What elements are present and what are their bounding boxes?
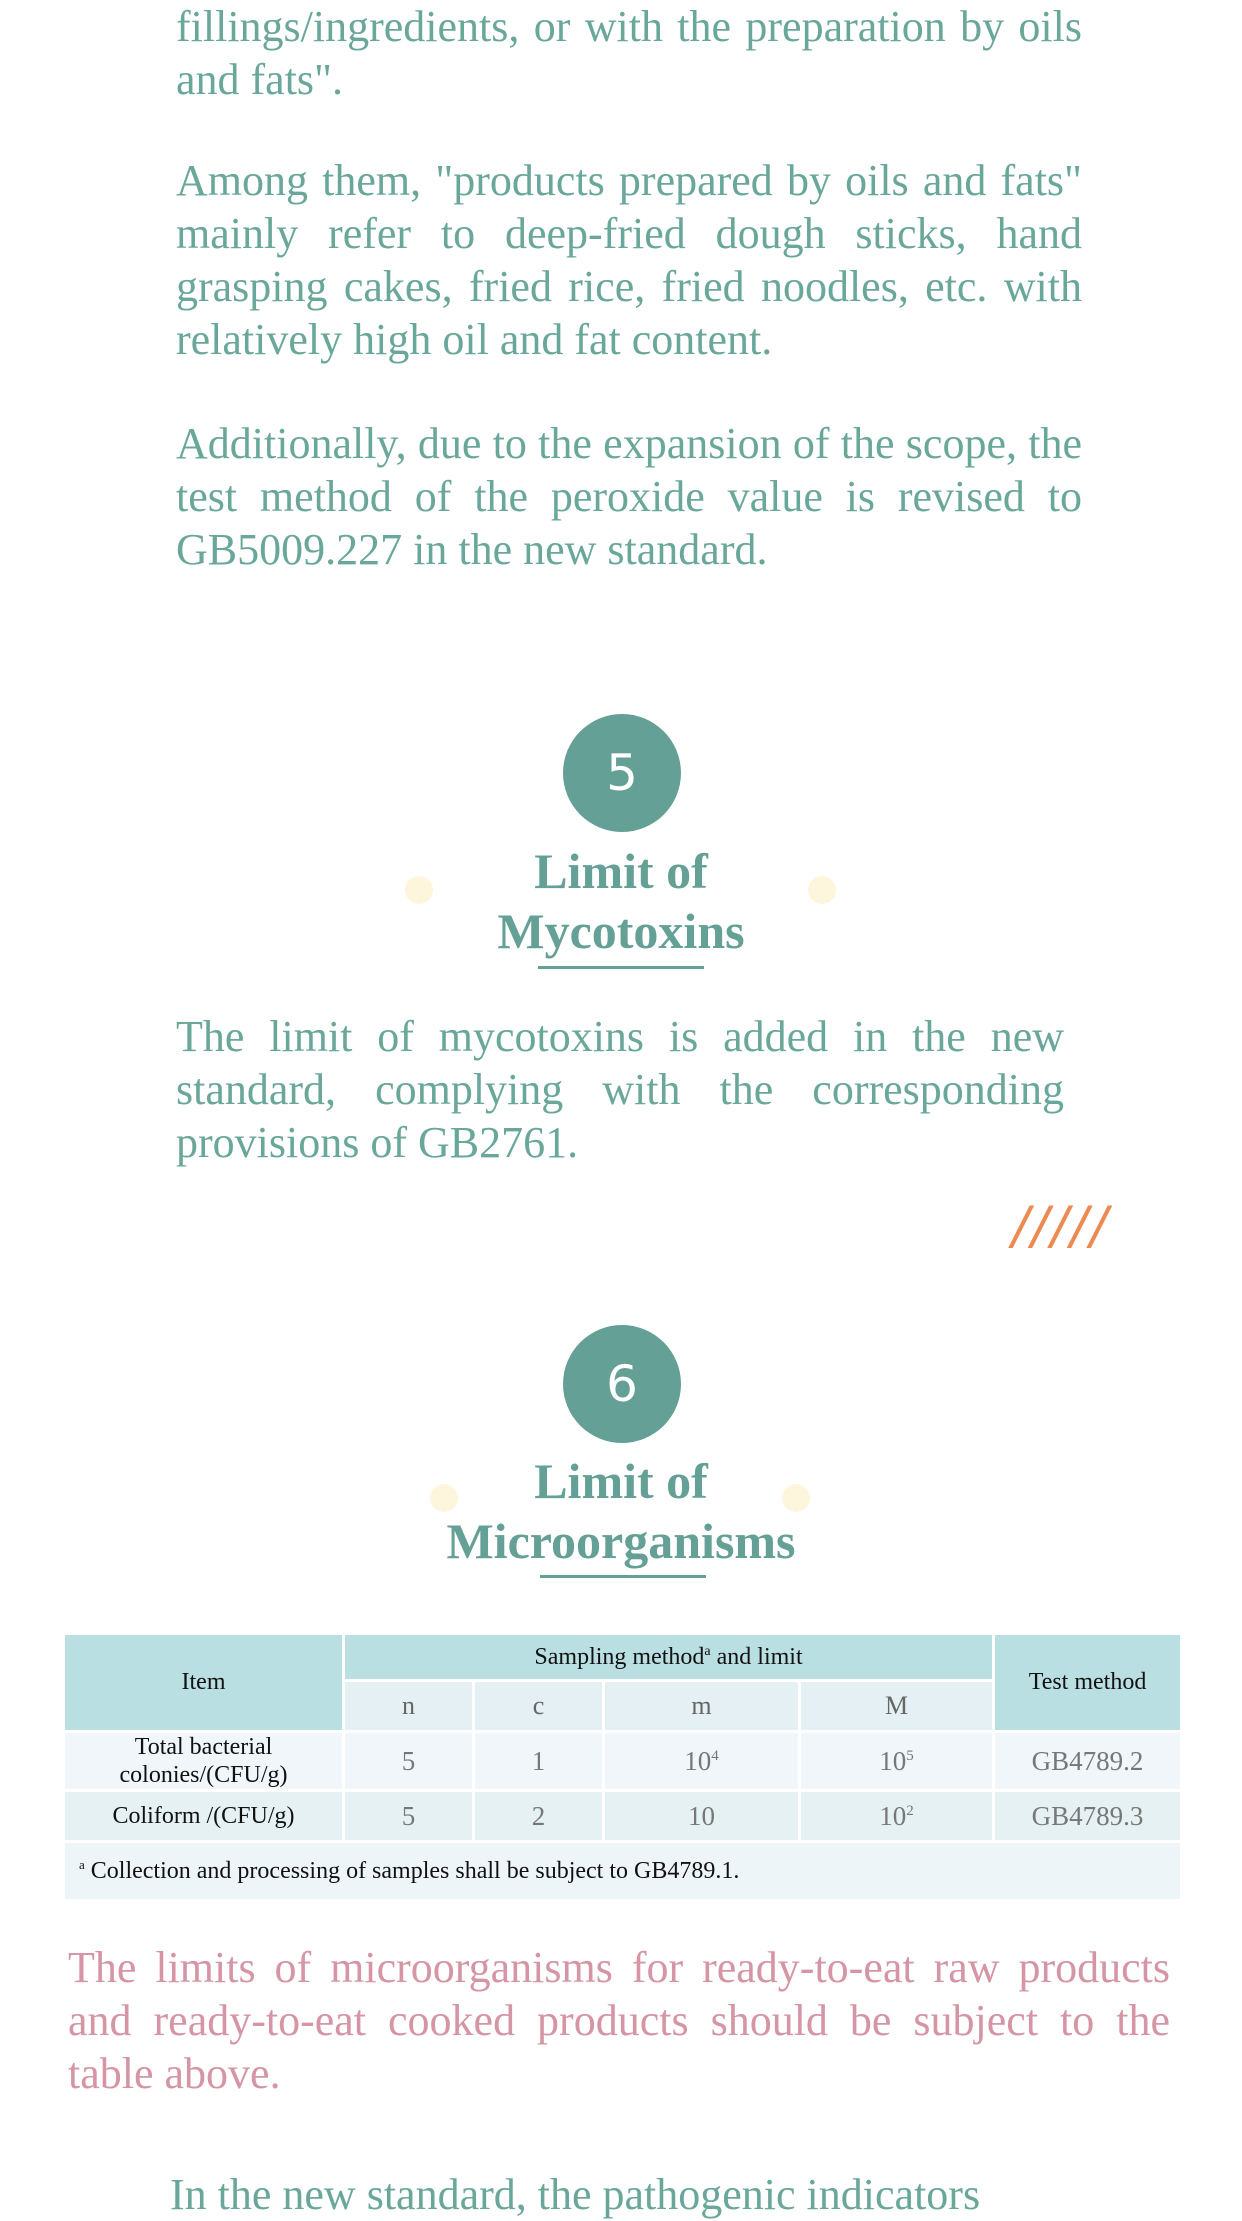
row-c-value: 2: [474, 1791, 604, 1842]
sub-header-m: m: [604, 1681, 800, 1732]
intro-paragraph-3: Additionally, due to the expansion of the scope, the test method of the peroxide value is revised to GB5009.227 in the new standard.: [176, 419, 1082, 574]
section-5-body: The limit of mycotoxins is added in the new standard, complying with the corresponding provisions of GB2761.: [176, 1012, 1064, 1167]
microorganism-note: The limits of microorganisms for ready-to-eat raw products and ready-to-eat cooked products should be subject to the table above.: [68, 1943, 1170, 2098]
row-item-name: [64, 1732, 344, 1791]
section-5-title-line-1: Limit of: [534, 843, 708, 899]
slash-divider: /////: [1012, 1196, 1110, 1256]
section-6-title: [0, 1451, 1242, 1571]
row-item-name-line-1: Total bacterial: [134, 1734, 273, 1760]
intro-paragraph-1: fillings/ingredients, or with the preparation by oils and fats".: [176, 2, 1082, 104]
row-item-name-line-2: colonies/(CFU/g): [119, 1762, 288, 1788]
sub-header-M: M: [800, 1681, 994, 1732]
section-5-number-badge: 5: [563, 714, 681, 832]
microorganism-limit-table: [62, 1632, 1183, 1902]
row-test-method: GB4789.3: [994, 1791, 1182, 1842]
footnote-text: Collection and processing of samples shall be subject to GB4789.1.: [90, 1858, 740, 1884]
bottom-paragraph: In the new standard, the pathogenic indicators: [170, 2170, 981, 2219]
table-row: [64, 1791, 1182, 1842]
sampling-method-footnote-marker: a: [704, 1643, 711, 1659]
footnote-marker: a: [79, 1857, 85, 1872]
sampling-method-label: Sampling method: [534, 1643, 705, 1670]
item-column-header: Item: [64, 1634, 344, 1732]
row-M-exponent: 2: [906, 1802, 914, 1819]
row-m-value: [604, 1732, 800, 1791]
sub-header-n: n: [344, 1681, 474, 1732]
section-5-title-underline: [538, 966, 704, 969]
row-n-value: 5: [344, 1791, 474, 1842]
row-c-value: 1: [474, 1732, 604, 1791]
row-test-method: GB4789.2: [994, 1732, 1182, 1791]
row-item-name: Coliform /(CFU/g): [64, 1791, 344, 1842]
table-row: [64, 1732, 1182, 1791]
row-m-exponent: 4: [711, 1747, 719, 1764]
table-footnote: [64, 1842, 1182, 1901]
sub-header-c: c: [474, 1681, 604, 1732]
sampling-method-suffix: and limit: [710, 1643, 803, 1670]
row-M-value: [800, 1732, 994, 1791]
section-5-title-line-2: Mycotoxins: [497, 903, 745, 959]
section-6-number-badge: 6: [563, 1325, 681, 1443]
row-M-base: 10: [879, 1800, 907, 1831]
section-6-title-line-2: Microorganisms: [446, 1513, 796, 1569]
test-method-column-header: Test method: [994, 1634, 1182, 1732]
row-m-base: 10: [688, 1800, 715, 1831]
row-M-base: 10: [879, 1745, 907, 1776]
sampling-method-header: [344, 1634, 994, 1681]
row-m-value: [604, 1791, 800, 1842]
section-5-title: [0, 841, 1242, 961]
section-6-title-line-1: Limit of: [534, 1453, 708, 1509]
intro-paragraph-2: Among them, "products prepared by oils and fats" mainly refer to deep-fried dough sticks, hand grasping cakes, fried rice, fried noodles, etc. with relatively high oil and fat content.: [176, 156, 1082, 364]
row-n-value: 5: [344, 1732, 474, 1791]
row-M-exponent: 5: [906, 1747, 914, 1764]
row-M-value: [800, 1791, 994, 1842]
row-m-base: 10: [684, 1745, 712, 1776]
section-6-title-underline: [540, 1575, 706, 1578]
